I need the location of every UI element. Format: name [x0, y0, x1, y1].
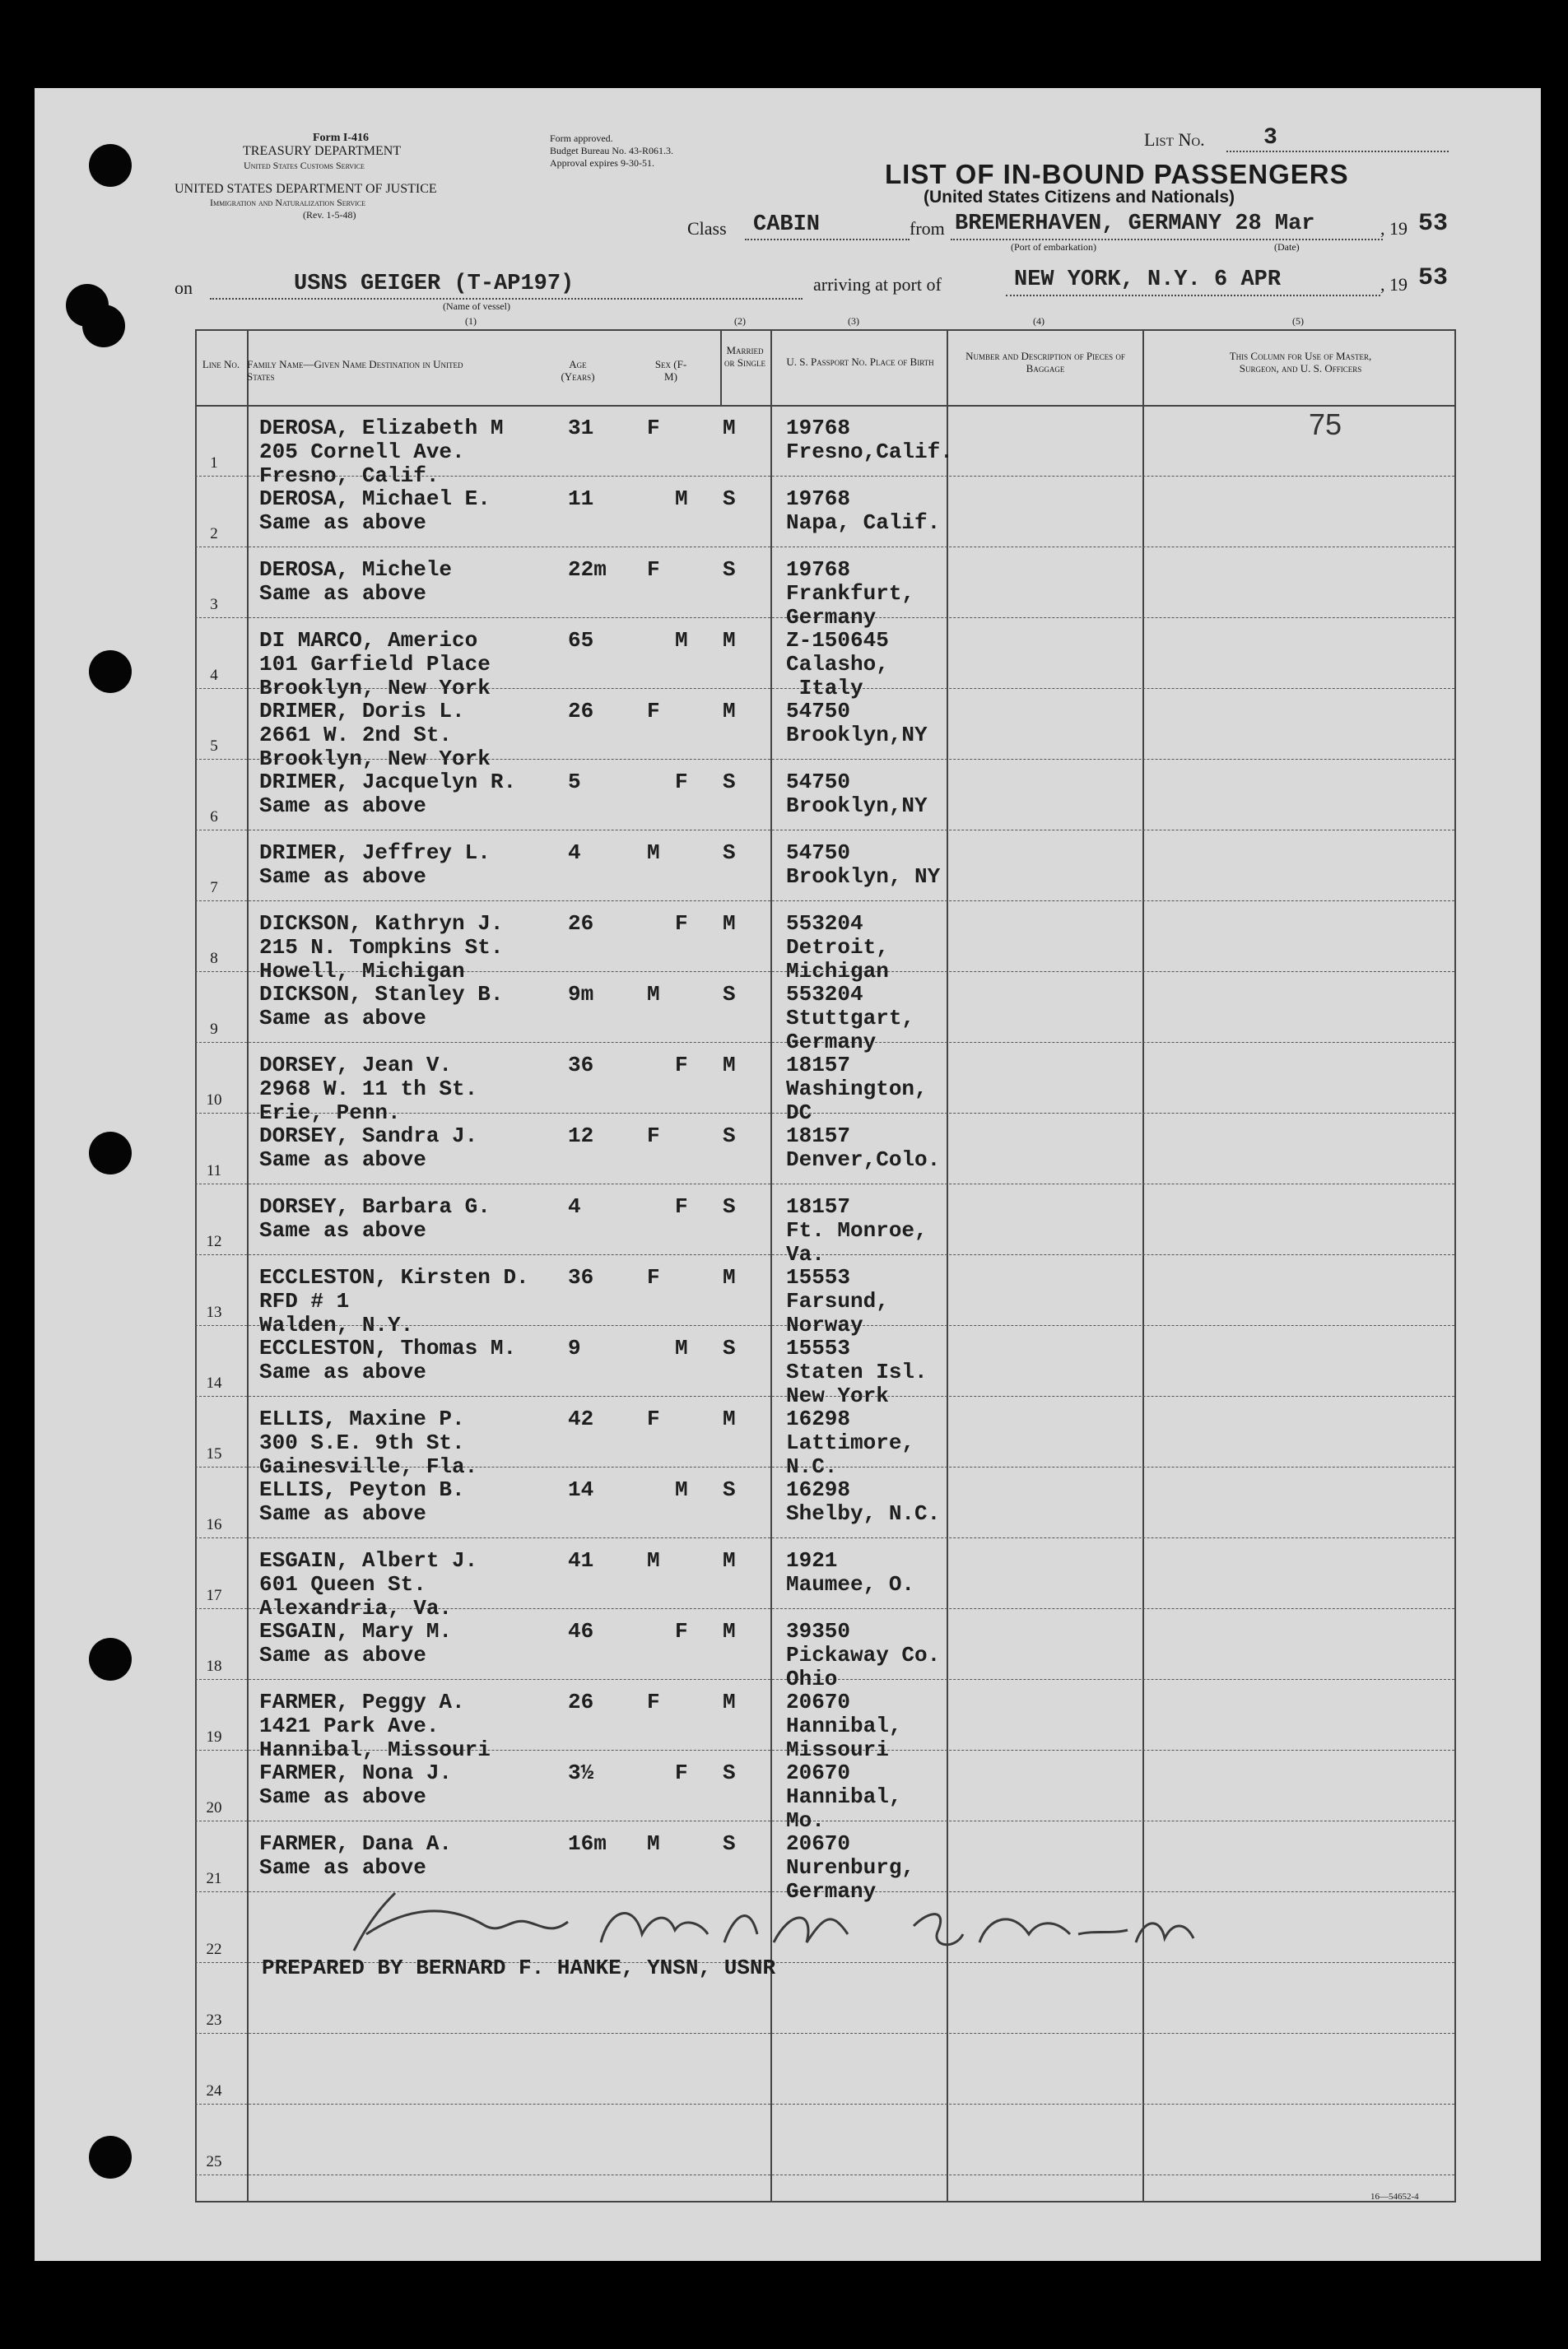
passenger-name: ESGAIN, Albert J. 601 Queen St. Alexandria, Va.: [259, 1548, 478, 1621]
line-number: 24: [206, 2082, 222, 2100]
passenger-sex: M: [647, 1548, 660, 1573]
line-number: 17: [206, 1587, 222, 1604]
line-number: 25: [206, 2153, 222, 2170]
list-number: 3: [1263, 125, 1277, 151]
passenger-sex: M: [675, 1477, 688, 1502]
col-header-age: Age (Years): [561, 358, 595, 383]
officer-note: 75: [1309, 407, 1342, 441]
binder-hole: [82, 305, 125, 347]
line-number: 1: [210, 454, 218, 472]
passenger-age: 65: [568, 628, 594, 653]
passport-birthplace: Z-150645 Calasho, Italy: [786, 628, 889, 700]
marital-status: S: [723, 1336, 736, 1361]
passenger-sex: M: [647, 1831, 660, 1856]
passport-birthplace: 18157 Washington, DC: [786, 1053, 928, 1125]
passenger-sex: F: [675, 1194, 688, 1219]
passenger-sex: F: [647, 699, 660, 723]
col-header-sex: Sex (F-M): [654, 358, 687, 383]
class-label: Class: [687, 218, 727, 239]
passport-birthplace: 15553 Staten Isl. New York: [786, 1336, 928, 1408]
vessel-caption: (Name of vessel): [443, 300, 510, 312]
line-number: 3: [210, 596, 218, 613]
passenger-sex: F: [675, 1053, 688, 1077]
marital-status: M: [723, 1548, 736, 1573]
embark-year: 53: [1418, 210, 1449, 238]
passenger-sex: F: [647, 1407, 660, 1431]
budget-bureau: Budget Bureau No. 43-R061.3.: [550, 145, 673, 156]
col-header-passport: U. S. Passport No. Place of Birth: [786, 356, 934, 368]
binder-hole: [89, 650, 132, 693]
passenger-age: 4: [568, 840, 581, 865]
passenger-name: DEROSA, Michael E. Same as above: [259, 486, 491, 535]
line-number: 23: [206, 2012, 222, 2029]
marital-status: S: [723, 486, 736, 511]
passenger-name: ECCLESTON, Kirsten D. RFD # 1 Walden, N.Y.: [259, 1265, 529, 1337]
marital-status: M: [723, 1690, 736, 1714]
passenger-name: DICKSON, Stanley B. Same as above: [259, 982, 504, 1030]
line-number: 21: [206, 1870, 222, 1887]
passport-birthplace: 16298 Lattimore, N.C.: [786, 1407, 915, 1479]
line-number: 10: [206, 1091, 222, 1109]
line-number: 20: [206, 1799, 222, 1816]
marital-status: M: [723, 699, 736, 723]
marital-status: M: [723, 1407, 736, 1431]
passenger-name: DRIMER, Jacquelyn R. Same as above: [259, 770, 517, 818]
arrival-year: 53: [1418, 264, 1449, 292]
marital-status: M: [723, 911, 736, 936]
passport-birthplace: 19768 Fresno,Calif.: [786, 416, 953, 464]
binder-hole: [89, 144, 132, 187]
treasury-department: TREASURY DEPARTMENT: [243, 144, 402, 158]
class-value: CABIN: [753, 212, 821, 237]
row-divider: [195, 2104, 1454, 2105]
passenger-age: 9m: [568, 982, 594, 1007]
passenger-age: 41: [568, 1548, 594, 1573]
passport-birthplace: 54750 Brooklyn,NY: [786, 699, 928, 747]
marital-status: S: [723, 770, 736, 794]
passport-birthplace: 19768 Napa, Calif.: [786, 486, 941, 535]
line-number: 2: [210, 525, 218, 542]
marital-status: M: [723, 628, 736, 653]
passenger-age: 22m: [568, 557, 607, 582]
passenger-age: 5: [568, 770, 581, 794]
revision: (Rev. 1-5-48): [303, 209, 356, 221]
passenger-name: DORSEY, Jean V. 2968 W. 11 th St. Erie, Penn.: [259, 1053, 478, 1125]
line-number: 8: [210, 950, 218, 967]
passenger-name: DRIMER, Jeffrey L. Same as above: [259, 840, 491, 889]
passport-birthplace: 39350 Pickaway Co. Ohio: [786, 1619, 941, 1691]
prepared-by: PREPARED BY BERNARD F. HANKE, YNSN, USNR: [262, 1956, 776, 1980]
passport-birthplace: 54750 Brooklyn,NY: [786, 770, 928, 818]
line-number: 16: [206, 1516, 222, 1533]
passenger-age: 26: [568, 911, 594, 936]
marital-status: S: [723, 1761, 736, 1785]
port-embarkation-caption: (Port of embarkation): [1011, 241, 1096, 253]
passenger-sex: F: [675, 1761, 688, 1785]
passenger-sex: M: [675, 628, 688, 653]
line-number: 14: [206, 1375, 222, 1392]
col-num-2: (2): [734, 315, 746, 327]
line-number: 13: [206, 1304, 222, 1321]
marital-status: M: [723, 1619, 736, 1644]
passenger-name: ECCLESTON, Thomas M. Same as above: [259, 1336, 517, 1384]
passport-birthplace: 1921 Maumee, O.: [786, 1548, 915, 1597]
passenger-name: DICKSON, Kathryn J. 215 N. Tompkins St. Howell, Michigan: [259, 911, 504, 984]
passport-birthplace: 20670 Nurenburg, Germany: [786, 1831, 915, 1904]
passenger-name: DI MARCO, Americo 101 Garfield Place Brooklyn, New York: [259, 628, 491, 700]
passenger-name: DRIMER, Doris L. 2661 W. 2nd St. Brooklyn, New York: [259, 699, 491, 771]
line-number: 22: [206, 1941, 222, 1958]
binder-hole: [89, 2136, 132, 2179]
passport-birthplace: 18157 Denver,Colo.: [786, 1123, 941, 1172]
passport-birthplace: 19768 Frankfurt, Germany: [786, 557, 915, 630]
passenger-sex: M: [647, 840, 660, 865]
passenger-age: 4: [568, 1194, 581, 1219]
approval-expires: Approval expires 9-30-51.: [550, 157, 654, 169]
passenger-age: 26: [568, 699, 594, 723]
arriving-label: arriving at port of: [813, 274, 942, 295]
passenger-age: 26: [568, 1690, 594, 1714]
passenger-sex: F: [675, 770, 688, 794]
passport-birthplace: 553204 Detroit, Michigan: [786, 911, 889, 984]
arrival-port: NEW YORK, N.Y. 6 APR: [1014, 267, 1282, 292]
passenger-age: 11: [568, 486, 594, 511]
marital-status: S: [723, 982, 736, 1007]
line-number: 18: [206, 1658, 222, 1675]
line-number: 11: [206, 1162, 222, 1179]
col-num-5: (5): [1292, 315, 1304, 327]
col-num-1: (1): [465, 315, 477, 327]
binder-hole: [89, 1132, 132, 1174]
passenger-name: FARMER, Peggy A. 1421 Park Ave. Hannibal, Missouri: [259, 1690, 491, 1762]
passport-birthplace: 54750 Brooklyn, NY: [786, 840, 941, 889]
row-divider: [195, 1537, 1454, 1538]
form-number: Form I-416: [313, 132, 370, 144]
passenger-age: 14: [568, 1477, 594, 1502]
from-label: from: [910, 218, 945, 239]
passenger-age: 42: [568, 1407, 594, 1431]
passenger-sex: F: [675, 911, 688, 936]
col-header-baggage: Number and Description of Pieces of Baggage: [965, 350, 1125, 374]
form-approved: Form approved.: [550, 133, 613, 144]
col-header-married: Married or Single: [724, 344, 765, 369]
passenger-sex: M: [675, 1336, 688, 1361]
passenger-name: FARMER, Nona J. Same as above: [259, 1761, 453, 1809]
marital-status: M: [723, 1053, 736, 1077]
list-no-label: List No.: [1144, 129, 1205, 150]
line-number: 6: [210, 808, 218, 826]
customs-service: United States Customs Service: [244, 160, 365, 171]
binder-hole: [89, 1638, 132, 1681]
col-num-4: (4): [1033, 315, 1045, 327]
passenger-name: ESGAIN, Mary M. Same as above: [259, 1619, 453, 1668]
passport-birthplace: 20670 Hannibal, Missouri: [786, 1690, 902, 1762]
passenger-sex: F: [647, 557, 660, 582]
marital-status: S: [723, 557, 736, 582]
year-prefix-1: , 19: [1380, 218, 1407, 239]
vessel-name: USNS GEIGER (T-AP197): [294, 272, 575, 296]
on-label: on: [174, 277, 193, 298]
marital-status: S: [723, 1831, 736, 1856]
line-number: 4: [210, 667, 218, 684]
row-divider: [195, 900, 1454, 901]
year-prefix-2: , 19: [1380, 274, 1407, 295]
row-divider: [195, 2033, 1454, 2034]
department-of-justice: UNITED STATES DEPARTMENT OF JUSTICE: [174, 182, 437, 196]
col-header-name: Family Name—Given Name Destination in United States: [247, 358, 463, 383]
page-title: LIST OF IN-BOUND PASSENGERS: [885, 159, 1349, 189]
passport-birthplace: 553204 Stuttgart, Germany: [786, 982, 915, 1054]
line-number: 5: [210, 737, 218, 755]
passenger-age: 16m: [568, 1831, 607, 1856]
passenger-name: ELLIS, Maxine P. 300 S.E. 9th St. Gainesville, Fla.: [259, 1407, 478, 1479]
passport-birthplace: 16298 Shelby, N.C.: [786, 1477, 941, 1526]
page-subtitle: (United States Citizens and Nationals): [924, 188, 1235, 207]
passenger-age: 12: [568, 1123, 594, 1148]
line-number: 12: [206, 1233, 222, 1250]
passenger-name: ELLIS, Peyton B. Same as above: [259, 1477, 465, 1526]
passenger-age: 31: [568, 416, 594, 440]
marital-status: S: [723, 1477, 736, 1502]
passenger-sex: M: [675, 486, 688, 511]
passenger-sex: F: [647, 416, 660, 440]
passport-birthplace: 20670 Hannibal, Mo.: [786, 1761, 902, 1833]
line-number: 19: [206, 1728, 222, 1746]
col-num-3: (3): [848, 315, 859, 327]
marital-status: M: [723, 1265, 736, 1290]
marital-status: S: [723, 1123, 736, 1148]
passenger-age: 46: [568, 1619, 594, 1644]
passenger-sex: F: [647, 1690, 660, 1714]
marital-status: S: [723, 1194, 736, 1219]
passenger-sex: F: [647, 1123, 660, 1148]
marital-status: M: [723, 416, 736, 440]
line-number: 15: [206, 1445, 222, 1463]
passenger-sex: M: [647, 982, 660, 1007]
passenger-age: 36: [568, 1053, 594, 1077]
passenger-name: DEROSA, Michele Same as above: [259, 557, 453, 606]
passenger-age: 3½: [568, 1761, 594, 1785]
passenger-name: DEROSA, Elizabeth M 205 Cornell Ave. Fresno, Calif.: [259, 416, 504, 488]
passenger-age: 36: [568, 1265, 594, 1290]
passport-birthplace: 15553 Farsund, Norway: [786, 1265, 889, 1337]
passenger-sex: F: [647, 1265, 660, 1290]
passport-birthplace: 18157 Ft. Monroe, Va.: [786, 1194, 928, 1267]
passenger-name: DORSEY, Sandra J. Same as above: [259, 1123, 478, 1172]
col-header-officers: This Column for Use of Master, Surgeon, and U. S. Officers: [1229, 350, 1372, 374]
ins-service: Immigration and Naturalization Service: [210, 197, 366, 208]
col-header-line: Line No.: [202, 358, 240, 370]
line-number: 9: [210, 1021, 218, 1038]
footer-code: 16—54652-4: [1370, 2192, 1419, 2202]
passenger-sex: F: [675, 1619, 688, 1644]
passenger-age: 9: [568, 1336, 581, 1361]
port-of-embarkation: BREMERHAVEN, GERMANY 28 Mar: [955, 212, 1315, 236]
line-number: 7: [210, 879, 218, 896]
date-caption: (Date): [1274, 241, 1300, 253]
marital-status: S: [723, 840, 736, 865]
passenger-name: DORSEY, Barbara G. Same as above: [259, 1194, 491, 1243]
passenger-name: FARMER, Dana A. Same as above: [259, 1831, 453, 1880]
